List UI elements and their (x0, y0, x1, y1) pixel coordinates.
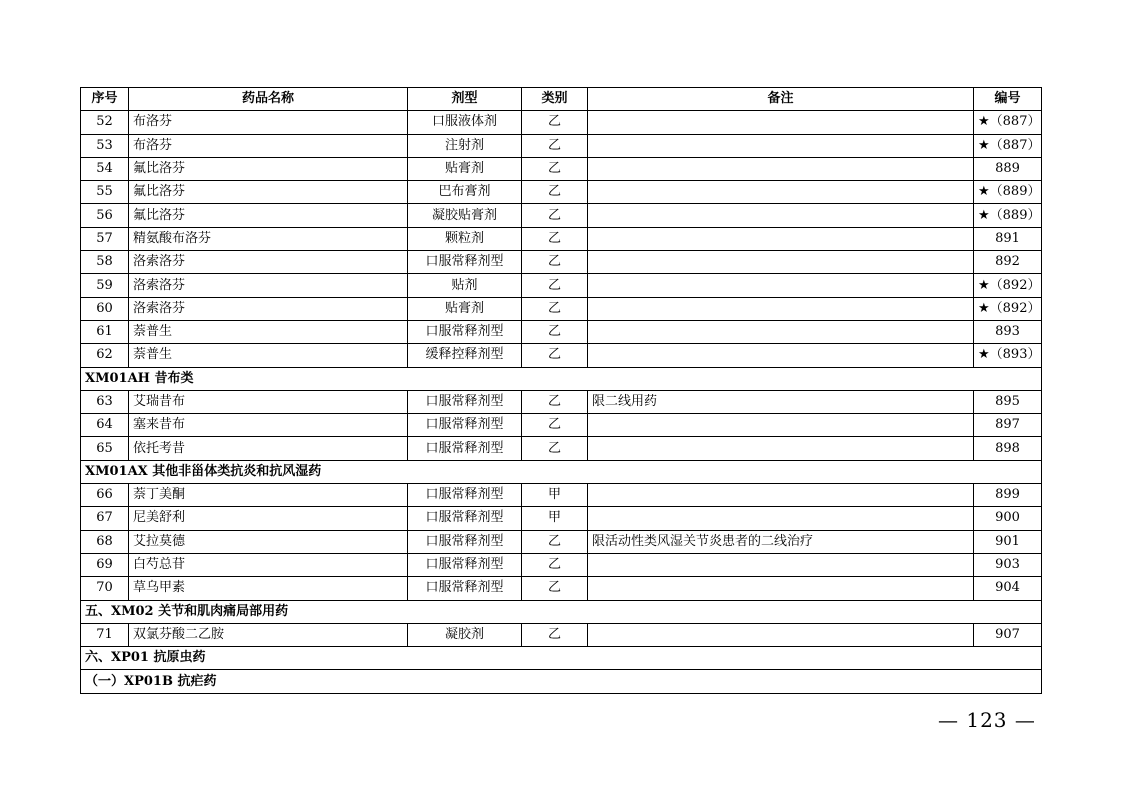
code-cell: 899 (974, 484, 1042, 507)
drug-name-cell: 精氨酸布洛芬 (129, 227, 408, 250)
category-cell: 乙 (522, 390, 588, 413)
remarks-cell (588, 157, 974, 180)
code-cell: 889 (974, 157, 1042, 180)
section-title: XM01AH 昔布类 (81, 367, 1042, 390)
category-cell: 乙 (522, 251, 588, 274)
drug-name-cell: 艾瑞昔布 (129, 390, 408, 413)
serial-number-cell: 62 (81, 344, 129, 367)
dosage-form-cell: 口服常释剂型 (408, 577, 522, 600)
drug-name-cell: 塞来昔布 (129, 414, 408, 437)
serial-number-cell: 54 (81, 157, 129, 180)
remarks-cell (588, 623, 974, 646)
table-row (81, 577, 1042, 600)
serial-number-cell: 63 (81, 390, 129, 413)
remarks-cell (588, 414, 974, 437)
category-cell: 乙 (522, 437, 588, 460)
serial-number-cell: 61 (81, 320, 129, 343)
category-cell: 甲 (522, 484, 588, 507)
code-cell: 895 (974, 390, 1042, 413)
category-cell: 乙 (522, 344, 588, 367)
serial-number-cell: 60 (81, 297, 129, 320)
serial-number-cell: 58 (81, 251, 129, 274)
serial-number-cell: 67 (81, 507, 129, 530)
dosage-form-cell: 巴布膏剂 (408, 181, 522, 204)
header-serial-number: 序号 (81, 88, 129, 111)
code-cell: 903 (974, 553, 1042, 576)
section-header-row (81, 367, 1042, 390)
table-row (81, 623, 1042, 646)
code-cell: 891 (974, 227, 1042, 250)
serial-number-cell: 64 (81, 414, 129, 437)
dosage-form-cell: 口服常释剂型 (408, 414, 522, 437)
section-title: （一）XP01B 抗疟药 (81, 670, 1042, 693)
drug-name-cell: 尼美舒利 (129, 507, 408, 530)
table-row (81, 134, 1042, 157)
dosage-form-cell: 凝胶剂 (408, 623, 522, 646)
dosage-form-cell: 口服常释剂型 (408, 530, 522, 553)
table-row (81, 297, 1042, 320)
dosage-form-cell: 颗粒剂 (408, 227, 522, 250)
category-cell: 乙 (522, 623, 588, 646)
category-cell: 乙 (522, 181, 588, 204)
code-cell: 907 (974, 623, 1042, 646)
table-header-row (81, 88, 1042, 111)
remarks-cell (588, 227, 974, 250)
category-cell: 乙 (522, 274, 588, 297)
remarks-cell: 限活动性类风湿关节炎患者的二线治疗 (588, 530, 974, 553)
dosage-form-cell: 口服常释剂型 (408, 437, 522, 460)
table-row (81, 204, 1042, 227)
drug-name-cell: 萘丁美酮 (129, 484, 408, 507)
drug-name-cell: 氟比洛芬 (129, 157, 408, 180)
category-cell: 乙 (522, 204, 588, 227)
drug-catalog-table (80, 87, 1042, 694)
remarks-cell (588, 181, 974, 204)
section-title: 六、XP01 抗原虫药 (81, 647, 1042, 670)
remarks-cell (588, 344, 974, 367)
remarks-cell (588, 134, 974, 157)
remarks-cell (588, 577, 974, 600)
category-cell: 乙 (522, 553, 588, 576)
dosage-form-cell: 口服液体剂 (408, 111, 522, 134)
category-cell: 甲 (522, 507, 588, 530)
drug-name-cell: 白芍总苷 (129, 553, 408, 576)
dosage-form-cell: 注射剂 (408, 134, 522, 157)
serial-number-cell: 70 (81, 577, 129, 600)
section-header-row (81, 670, 1042, 693)
category-cell: 乙 (522, 577, 588, 600)
table-row (81, 111, 1042, 134)
section-header-row (81, 460, 1042, 483)
remarks-cell (588, 484, 974, 507)
table-row (81, 274, 1042, 297)
table-row (81, 251, 1042, 274)
drug-name-cell: 洛索洛芬 (129, 297, 408, 320)
remarks-cell (588, 320, 974, 343)
header-dosage-form: 剂型 (408, 88, 522, 111)
serial-number-cell: 57 (81, 227, 129, 250)
drug-name-cell: 氟比洛芬 (129, 204, 408, 227)
section-header-row (81, 600, 1042, 623)
drug-name-cell: 萘普生 (129, 320, 408, 343)
category-cell: 乙 (522, 297, 588, 320)
code-cell: ★（889） (974, 181, 1042, 204)
dosage-form-cell: 缓释控释剂型 (408, 344, 522, 367)
code-cell: ★（887） (974, 134, 1042, 157)
drug-name-cell: 依托考昔 (129, 437, 408, 460)
code-cell: 900 (974, 507, 1042, 530)
drug-name-cell: 布洛芬 (129, 134, 408, 157)
category-cell: 乙 (522, 227, 588, 250)
dosage-form-cell: 口服常释剂型 (408, 251, 522, 274)
drug-name-cell: 洛索洛芬 (129, 251, 408, 274)
dosage-form-cell: 贴剂 (408, 274, 522, 297)
dosage-form-cell: 口服常释剂型 (408, 553, 522, 576)
code-cell: 893 (974, 320, 1042, 343)
dosage-form-cell: 凝胶贴膏剂 (408, 204, 522, 227)
code-cell: 897 (974, 414, 1042, 437)
serial-number-cell: 53 (81, 134, 129, 157)
remarks-cell (588, 297, 974, 320)
header-remarks: 备注 (588, 88, 974, 111)
remarks-cell (588, 553, 974, 576)
table-row (81, 181, 1042, 204)
drug-name-cell: 双氯芬酸二乙胺 (129, 623, 408, 646)
table-row (81, 344, 1042, 367)
serial-number-cell: 59 (81, 274, 129, 297)
section-title: XM01AX 其他非甾体类抗炎和抗风湿药 (81, 460, 1042, 483)
table-row (81, 414, 1042, 437)
drug-name-cell: 艾拉莫德 (129, 530, 408, 553)
category-cell: 乙 (522, 134, 588, 157)
table-row (81, 227, 1042, 250)
dosage-form-cell: 口服常释剂型 (408, 507, 522, 530)
code-cell: ★（889） (974, 204, 1042, 227)
category-cell: 乙 (522, 157, 588, 180)
code-cell: ★（892） (974, 297, 1042, 320)
remarks-cell: 限二线用药 (588, 390, 974, 413)
remarks-cell (588, 507, 974, 530)
drug-name-cell: 氟比洛芬 (129, 181, 408, 204)
code-cell: ★（887） (974, 111, 1042, 134)
table-row (81, 530, 1042, 553)
serial-number-cell: 71 (81, 623, 129, 646)
dosage-form-cell: 口服常释剂型 (408, 390, 522, 413)
drug-name-cell: 洛索洛芬 (129, 274, 408, 297)
remarks-cell (588, 274, 974, 297)
code-cell: 892 (974, 251, 1042, 274)
remarks-cell (588, 111, 974, 134)
code-cell: ★（893） (974, 344, 1042, 367)
header-category: 类别 (522, 88, 588, 111)
category-cell: 乙 (522, 414, 588, 437)
table-row (81, 437, 1042, 460)
serial-number-cell: 66 (81, 484, 129, 507)
remarks-cell (588, 437, 974, 460)
table-row (81, 157, 1042, 180)
serial-number-cell: 65 (81, 437, 129, 460)
table-row (81, 320, 1042, 343)
dosage-form-cell: 贴膏剂 (408, 157, 522, 180)
table-row (81, 553, 1042, 576)
code-cell: 904 (974, 577, 1042, 600)
code-cell: 901 (974, 530, 1042, 553)
page-number: — 123 — (938, 708, 1036, 732)
category-cell: 乙 (522, 530, 588, 553)
dosage-form-cell: 口服常释剂型 (408, 484, 522, 507)
remarks-cell (588, 251, 974, 274)
code-cell: ★（892） (974, 274, 1042, 297)
table-row (81, 390, 1042, 413)
header-drug-name: 药品名称 (129, 88, 408, 111)
drug-name-cell: 布洛芬 (129, 111, 408, 134)
remarks-cell (588, 204, 974, 227)
table-row (81, 484, 1042, 507)
dosage-form-cell: 口服常释剂型 (408, 320, 522, 343)
table-row (81, 507, 1042, 530)
drug-name-cell: 萘普生 (129, 344, 408, 367)
serial-number-cell: 52 (81, 111, 129, 134)
dosage-form-cell: 贴膏剂 (408, 297, 522, 320)
code-cell: 898 (974, 437, 1042, 460)
category-cell: 乙 (522, 320, 588, 343)
section-title: 五、XM02 关节和肌肉痛局部用药 (81, 600, 1042, 623)
serial-number-cell: 56 (81, 204, 129, 227)
serial-number-cell: 68 (81, 530, 129, 553)
serial-number-cell: 55 (81, 181, 129, 204)
serial-number-cell: 69 (81, 553, 129, 576)
header-code: 编号 (974, 88, 1042, 111)
table-body (81, 111, 1042, 693)
drug-name-cell: 草乌甲素 (129, 577, 408, 600)
category-cell: 乙 (522, 111, 588, 134)
section-header-row (81, 647, 1042, 670)
